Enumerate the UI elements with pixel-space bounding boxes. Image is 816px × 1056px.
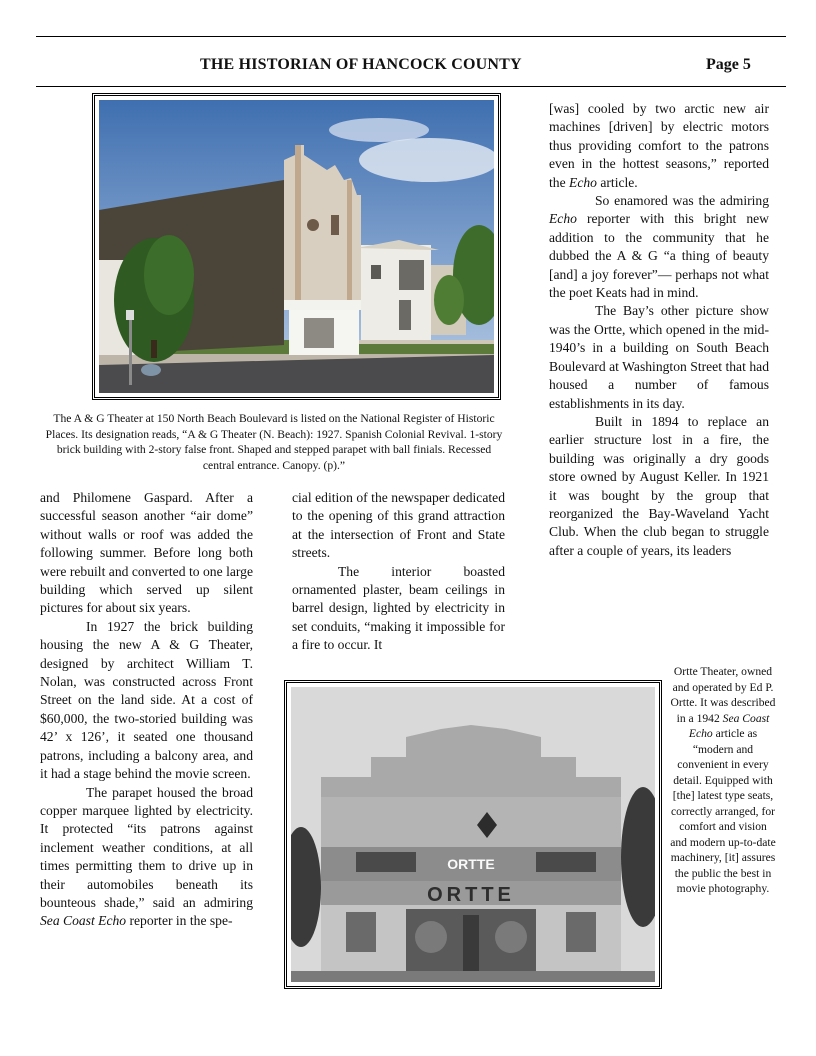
col1-paragraph-2: In 1927 the brick building housing the new A & G Theater, designed by architect William T. Nolan, was constructed across Front Street on the land side. At a cost of $60,000, the two-storied building was 42’ x 126’, it seated one thousand patrons, including a balcony area, and it had a stage behind the movie screen. — [40, 618, 253, 782]
header-rule — [36, 86, 786, 87]
col3-paragraph-1: [was] cooled by two arctic new air machines [driven] by electric motors thus providing comfort to the patrons even in the hottest seasons,” reported the Echo article. — [549, 101, 769, 190]
page-number: Page 5 — [706, 56, 751, 73]
column-1 — [40, 489, 253, 931]
newsletter-title: THE HISTORIAN OF HANCOCK COUNTY — [200, 56, 522, 73]
top-rule — [36, 36, 786, 37]
column-3 — [549, 100, 769, 560]
col1-paragraph-3: The parapet housed the broad copper marquee lighted by electricity. It protected “its patrons against inclement weather conditions, at all times permitting them to drive up in their automobiles beneath its bounteous shade,” said an admiring Sea Coast Echo reporter in the spe- — [40, 784, 253, 929]
ag-theater-caption: The A & G Theater at 150 North Beach Boulevard is listed on the National Register of Historic Places. Its designation reads, “A & G Theater (N. Beach): 1927. Spanish Colonial Revival. 1-story brick building with 2-story false front. Shaped and stepped parapet with ball finials. Recessed central entrance. Canopy. (p).” — [45, 412, 503, 472]
ortte-theater-image — [291, 687, 655, 982]
marquee-text: ORTTE — [447, 856, 495, 872]
ortte-theater-photo — [284, 680, 662, 989]
col2-paragraph-2: The interior boasted ornamented plaster, beam ceilings in barrel design, lighted by electricity in set conduits, “making it impossible for a fire to occur. It — [292, 563, 505, 653]
column-2 — [292, 489, 505, 655]
sign-text: ORTTE — [427, 884, 515, 906]
col2-paragraph-1: cial edition of the newspaper dedicated to the opening of this grand attraction at the intersection of Front and State streets. — [292, 490, 505, 561]
col1-paragraph-1: and Philomene Gaspard. After a successful season another “air dome” without walls or roof was added the following summer. Before long both were rebuilt and converted to one large building which served up silent pictures for about six years. — [40, 490, 253, 616]
ag-theater-photo — [92, 93, 501, 400]
ag-theater-image — [99, 100, 494, 393]
ortte-theater-caption: Ortte Theater, owned and operated by Ed P. Ortte. It was described in a 1942 Sea Coast Echo article as “modern and convenient in every detail. Equipped with [the] latest type seats, correctly arranged, for comfort and vision and modern up-to-date machinery, [it] assures the public the best in movie photography. — [670, 665, 776, 895]
col3-paragraph-4: Built in 1894 to replace an earlier structure lost in a fire, the building was originally a dry goods store owned by August Keller. In 1921 it was bought by the group that reorganized the Bay-Waveland Yacht Club. When the club began to struggle after a couple of years, its leaders — [549, 413, 769, 558]
col3-paragraph-2: So enamored was the admiring Echo reporter with this bright new addition to the community that he dubbed the A & G “a thing of beauty [and] a joy forever”— perhaps not what the poet Keats had in mind. — [549, 193, 769, 301]
col3-paragraph-3: The Bay’s other picture show was the Ortte, which opened in the mid-1940’s in a building on South Beach Boulevard at Washington Street that had housed a number of famous establishments in its day. — [549, 303, 769, 411]
